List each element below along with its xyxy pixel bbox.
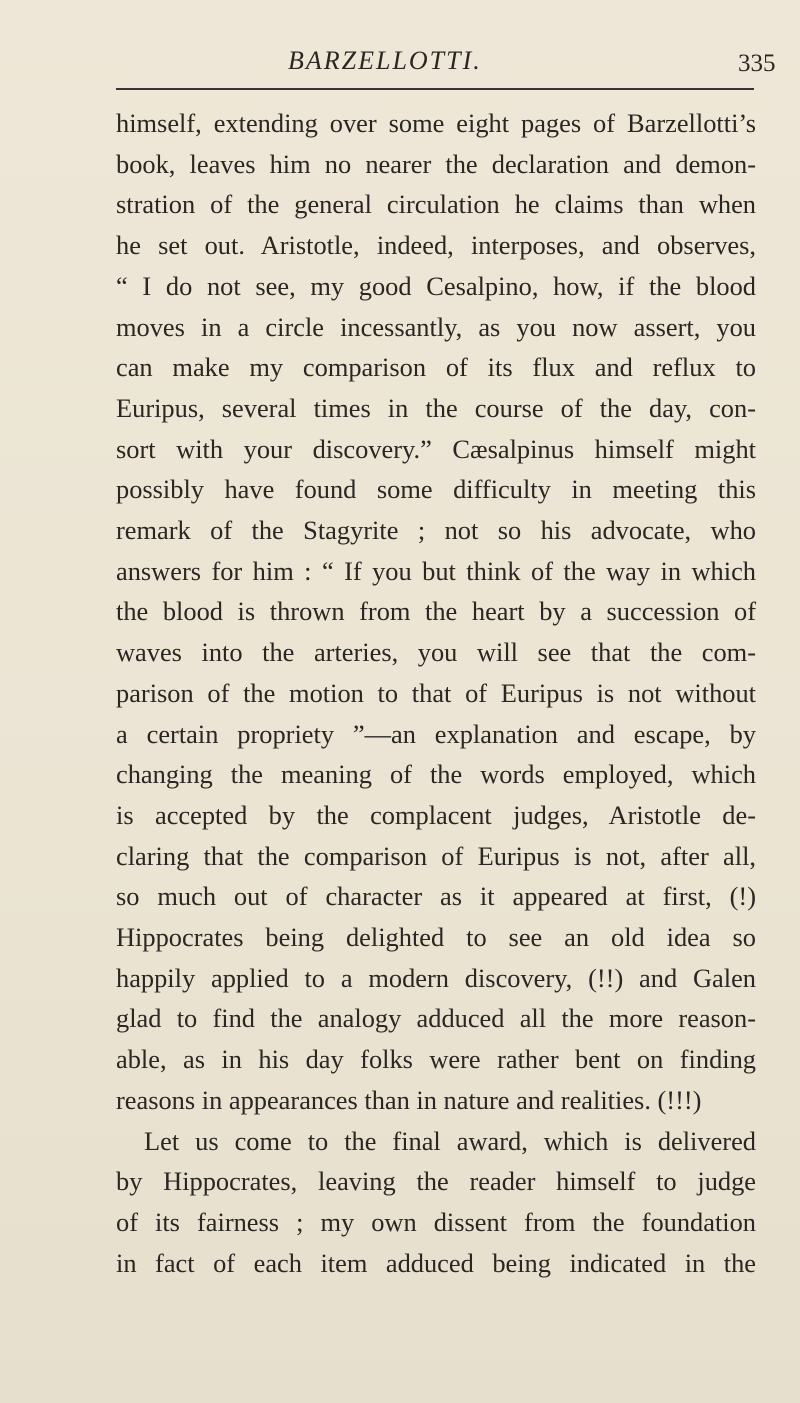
text-line: glad to find the analogy adduced all the more reason- — [116, 1003, 756, 1034]
text-line: a certain propriety ”—an explanation and escape, by — [116, 718, 756, 749]
text-line: waves into the arteries, you will see that the com- — [116, 637, 756, 668]
text-line: Euripus, several times in the course of the day, con- — [116, 392, 756, 423]
running-head — [0, 46, 800, 86]
text-line: moves in a circle incessantly, as you now assert, you — [116, 311, 756, 342]
text-line: so much out of character as it appeared at first, (!) — [116, 881, 756, 912]
text-line: parison of the motion to that of Euripus is not without — [116, 677, 756, 708]
header-rule — [116, 88, 754, 90]
running-title: BARZELLOTTI. — [288, 46, 482, 75]
text-line: Hippocrates being delighted to see an old idea so — [116, 922, 756, 953]
text-line: in fact of each item adduced being indicated in the — [116, 1247, 756, 1278]
text-line: “ I do not see, my good Cesalpino, how, if the blood — [116, 270, 756, 301]
text-line: book, leaves him no nearer the declaration and demon- — [116, 148, 756, 179]
text-line: sort with your discovery.” Cæsalpinus himself might — [116, 433, 756, 464]
text-line: himself, extending over some eight pages of Barzellotti’s — [116, 108, 756, 138]
text-line: able, as in his day folks were rather bent on finding — [116, 1044, 756, 1075]
text-line: reasons in appearances than in nature and realities. (!!!) — [116, 1084, 702, 1115]
text-line: changing the meaning of the words employed, which — [116, 759, 756, 790]
text-line: answers for him : “ If you but think of the way in which — [116, 555, 756, 586]
paragraph-start-line: Let us come to the final award, which is delivered — [144, 1125, 756, 1156]
text-line: possibly have found some difficulty in meeting this — [116, 474, 756, 505]
page-number: 335 — [738, 50, 776, 77]
text-line: remark of the Stagyrite ; not so his advocate, who — [116, 515, 756, 546]
body-text — [116, 103, 756, 1283]
text-line: happily applied to a modern discovery, (!!) and Galen — [116, 962, 756, 993]
text-line: he set out. Aristotle, indeed, interposes, and observes, — [116, 230, 756, 261]
text-line: is accepted by the complacent judges, Aristotle de- — [116, 799, 756, 830]
text-line: stration of the general circulation he claims than when — [116, 189, 756, 220]
text-line: by Hippocrates, leaving the reader himself to judge — [116, 1166, 756, 1197]
text-line: claring that the comparison of Euripus is not, after all, — [116, 840, 756, 871]
text-line: the blood is thrown from the heart by a succession of — [116, 596, 756, 627]
text-line: can make my comparison of its flux and reflux to — [116, 352, 756, 383]
text-line: of its fairness ; my own dissent from the foundation — [116, 1206, 756, 1237]
